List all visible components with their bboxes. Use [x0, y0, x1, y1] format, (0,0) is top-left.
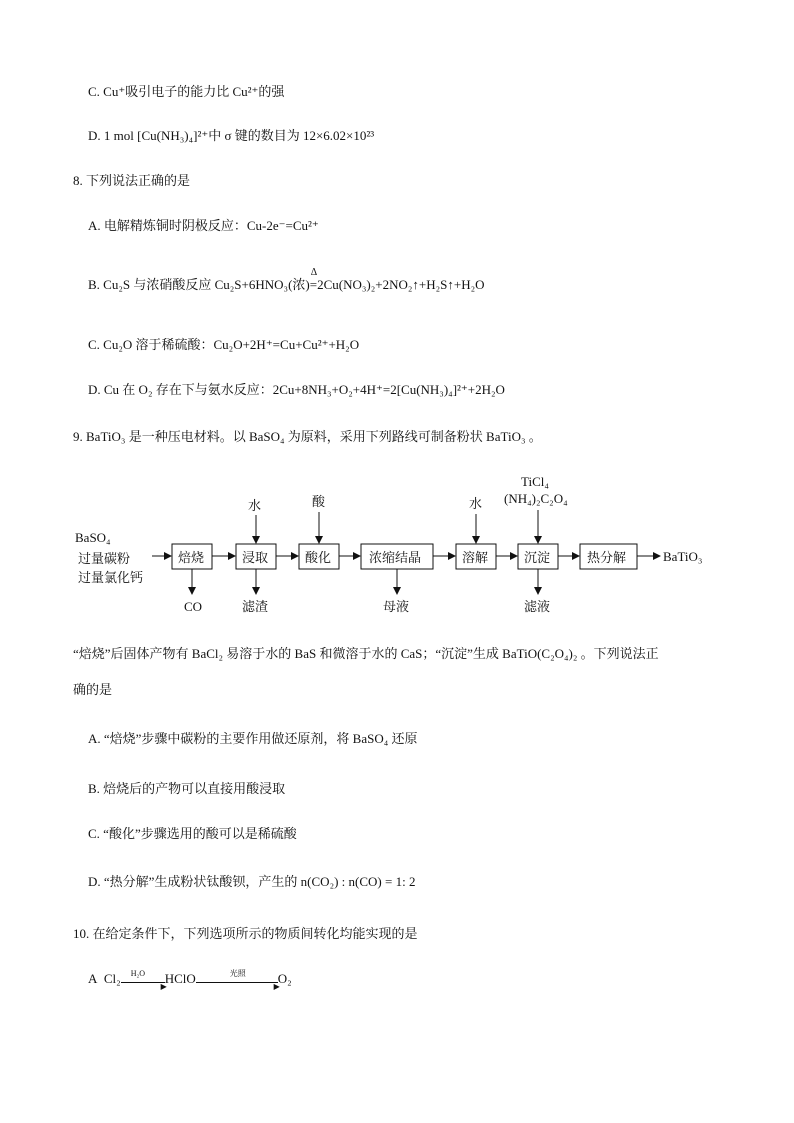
q9-option-a: A. “焙烧”步骤中碳粉的主要作用做还原剂，将 BaSO₄ 还原	[88, 731, 418, 746]
flow-step-roast: 焙烧	[178, 550, 205, 565]
heating-condition: Δ =	[309, 267, 318, 292]
q10-option-a-label: A	[88, 971, 98, 986]
q8-option-c: C. Cu₂O 溶于稀硫酸：Cu₂O+2H⁺=Cu+Cu²⁺+H₂O	[88, 337, 360, 352]
reaction-arrow-2: 光照 ▶	[196, 973, 278, 987]
flow-top-ticl4: TiCl₄	[521, 474, 549, 489]
flow-step-decompose: 热分解	[587, 550, 627, 565]
q10-start: Cl₂	[103, 971, 121, 986]
flow-input-carbon: 过量碳粉	[78, 551, 131, 566]
q9-option-d: D. “热分解”生成粉状钛酸钡，产生的 n(CO₂) : n(CO) = 1: 2	[88, 874, 416, 889]
q8-option-b-post: 2Cu(NO₃)₂+2NO₂↑+H₂S↑+H₂O	[317, 277, 485, 292]
q9-stem: 9. BaTiO₃ 是一种压电材料。以 BaSO₄ 为原料，采用下列路线可制备粉状 BaTiO₃ 。	[73, 429, 542, 444]
flow-top-acid: 酸	[312, 494, 326, 509]
flow-step-dissolve: 溶解	[462, 550, 489, 565]
q7-option-d: D. 1 mol [Cu(NH₃)₄]²⁺中 σ 键的数目为 12×6.02×10²³	[88, 128, 375, 143]
q9-option-c: C. “酸化”步骤选用的酸可以是稀硫酸	[88, 826, 297, 841]
q9-description-line1: “焙烧”后固体产物有 BaCl₂ 易溶于水的 BaS 和微溶于水的 CaS；“沉淀”生成 BaTiO(C₂O₄)₂ 。下列说法正	[73, 646, 659, 661]
q10-end: O₂	[277, 971, 292, 986]
flow-product: BaTiO₃	[663, 549, 703, 564]
q8-option-d: D. Cu 在 O₂ 存在下与氨水反应：2Cu+8NH₃+O₂+4H⁺=2[Cu(NH₃)₄]²⁺+2H₂O	[88, 382, 505, 397]
q10-option-a	[88, 969, 292, 992]
flow-bottom-mother-liquor: 母液	[383, 599, 410, 614]
q9-option-b: B. 焙烧后的产物可以直接用酸浸取	[88, 781, 286, 796]
flow-step-leach: 浸取	[242, 550, 269, 565]
flow-input-baso4: BaSO₄	[75, 530, 111, 545]
reaction-arrow-1: H₂O ▶	[121, 973, 165, 987]
q10-stem: 10. 在给定条件下，下列选项所示的物质间转化均能实现的是	[73, 926, 418, 941]
q8-option-b-pre: B. Cu₂S 与浓硝酸反应 Cu₂S+6HNO₃(浓)	[88, 277, 310, 292]
flow-step-precipitate: 沉淀	[524, 550, 551, 565]
q10-mid: HClO	[164, 971, 196, 986]
flow-bottom-filtrate: 滤液	[524, 599, 551, 614]
flow-step-concentrate: 浓缩结晶	[369, 550, 422, 565]
q9-description-line2: 确的是	[73, 682, 113, 697]
process-flow-diagram	[70, 470, 720, 620]
flow-top-water-1: 水	[248, 498, 262, 513]
flow-step-acidify: 酸化	[305, 550, 332, 565]
flow-input-cacl2: 过量氯化钙	[78, 570, 144, 585]
flow-bottom-residue: 滤渣	[242, 599, 269, 614]
q8-option-b	[88, 267, 485, 294]
flow-bottom-co: CO	[184, 599, 203, 614]
flow-top-oxalate: (NH₄)₂C₂O₄	[504, 491, 568, 506]
flow-top-water-2: 水	[469, 496, 483, 511]
q7-option-c: C. Cu⁺吸引电子的能力比 Cu²⁺的强	[88, 84, 285, 99]
q8-stem: 8. 下列说法正确的是	[73, 173, 191, 188]
q8-option-a: A. 电解精炼铜时阴极反应：Cu-2e⁻=Cu²⁺	[88, 218, 319, 233]
